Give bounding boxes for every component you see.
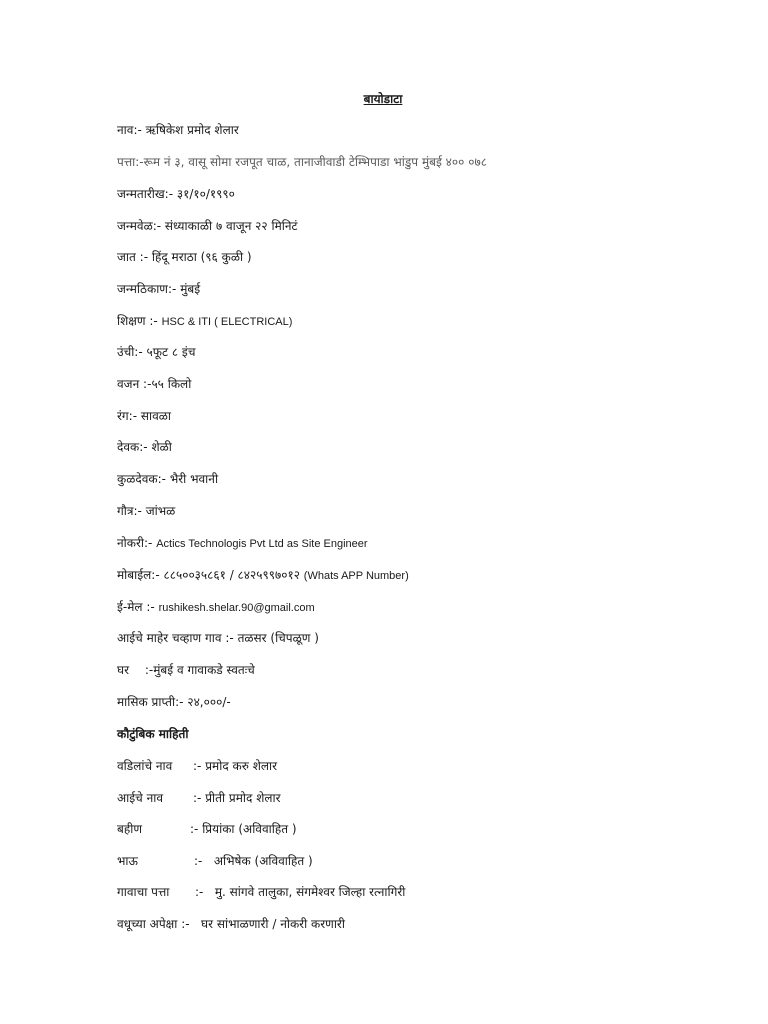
field-kuldevak — [117, 471, 218, 487]
family-label: बहीण — [117, 822, 143, 836]
field-email — [117, 599, 315, 616]
field-value: शेळी — [151, 440, 172, 454]
field-value: घर सांभाळणारी / नोकरी करणारी — [201, 917, 345, 931]
family-label: गावाचा पत्ता — [117, 885, 170, 899]
field-value: रूम नं ३, वासू सोमा रजपूत चाळ, तानाजीवाडी टेम्भिपाडा भांडुप मुंबई ४०० ०७८ — [143, 155, 487, 169]
field-caste — [117, 249, 252, 265]
field-extra: (Whats APP Number) — [303, 570, 409, 582]
field-label: शिक्षण :- — [117, 314, 158, 328]
field-value: हिंदू मराठा (९६ कुळी ) — [151, 250, 252, 264]
family-village-address — [117, 884, 406, 900]
family-label: भाऊ — [117, 854, 138, 868]
field-weight — [117, 376, 191, 392]
field-value: Actics Technologis Pvt Ltd as Site Engineer — [156, 538, 368, 550]
family-heading: कौटुंबिक माहिती — [117, 727, 189, 741]
field-value: ५५ किलो — [151, 377, 192, 391]
field-gotra — [117, 503, 175, 519]
field-value: ८८५००३५८६१ / ८४२५९९७०१२ — [163, 568, 300, 582]
field-value: HSC & ITI ( ELECTRICAL) — [161, 316, 293, 328]
field-label: मोबाईल:- — [117, 568, 160, 582]
family-label: आईचे नाव — [117, 791, 164, 805]
field-value: ३१/१०/१९९० — [176, 187, 235, 201]
family-sep: :- अभिषेक (अविवाहित ) — [194, 854, 313, 868]
field-label: मासिक प्राप्ती:- — [117, 695, 184, 709]
field-value: ऋषिकेश प्रमोद शेलार — [145, 123, 239, 137]
field-label: उंची:- — [117, 345, 143, 359]
field-value: rushikesh.shelar.90@gmail.com — [158, 602, 315, 614]
field-value: मुंबई — [180, 282, 201, 296]
field-value: सावळा — [140, 409, 171, 423]
field-value: जांभळ — [145, 504, 176, 518]
field-job — [117, 535, 368, 552]
field-label: जन्मठिकाण:- — [117, 282, 177, 296]
family-father — [117, 758, 278, 774]
field-birthtime — [117, 218, 298, 234]
field-label: कुळदेवक:- — [117, 472, 166, 486]
field-label: जन्मवेळ:- — [117, 219, 162, 233]
field-label: नोकरी:- — [117, 536, 153, 550]
document-title: बायोडाटा — [363, 92, 403, 106]
field-label: ई-मेल :- — [117, 600, 155, 614]
field-label: रंग:- — [117, 409, 138, 423]
field-expectation — [117, 916, 345, 932]
field-devak — [117, 439, 172, 455]
field-value: संध्याकाळी ७ वाजून २२ मिनिटं — [164, 219, 298, 233]
field-label: वजन :- — [117, 377, 152, 391]
field-label: जन्मतारीख:- — [117, 187, 174, 201]
field-value: तळसर (चिपळूण ) — [237, 631, 319, 645]
field-name — [117, 122, 239, 138]
field-address — [117, 154, 487, 170]
field-label: घर — [117, 663, 130, 677]
field-label: आईचे माहेर चव्हाण गाव :- — [117, 631, 234, 645]
field-mother-maiden — [117, 630, 319, 646]
family-brother — [117, 853, 313, 869]
field-label: वधूच्या अपेक्षा :- — [117, 917, 190, 931]
field-value: २४,०००/- — [187, 695, 231, 709]
field-label: नाव:- — [117, 123, 142, 137]
family-sep: :- प्रीती प्रमोद शेलार — [193, 791, 281, 805]
field-mobile — [117, 567, 409, 584]
family-label: वडिलांचे नाव — [117, 759, 173, 773]
family-sep: :- प्रमोद करु शेलार — [193, 759, 278, 773]
field-label: जात :- — [117, 250, 149, 264]
field-income — [117, 694, 231, 710]
field-label: गौत्र:- — [117, 504, 142, 518]
field-complexion — [117, 408, 171, 424]
family-sep: :- मु. सांगवे तालुका, संगमेश्वर जिल्हा रत्नागिरी — [195, 885, 406, 899]
field-birthplace — [117, 281, 200, 297]
field-value: ५फूट ८ इंच — [146, 345, 196, 359]
field-house — [117, 662, 255, 678]
field-height — [117, 344, 195, 360]
field-value: :-मुंबई व गावाकडे स्वतःचे — [144, 663, 255, 677]
field-label: पत्ता:- — [117, 155, 144, 169]
field-value: भैरी भवानी — [169, 472, 219, 486]
field-education — [117, 313, 292, 330]
field-birthdate — [117, 186, 235, 202]
family-sister — [117, 821, 297, 837]
field-label: देवक:- — [117, 440, 148, 454]
family-mother — [117, 790, 281, 806]
family-sep: :- प्रियांका (अविवाहित ) — [190, 822, 297, 836]
